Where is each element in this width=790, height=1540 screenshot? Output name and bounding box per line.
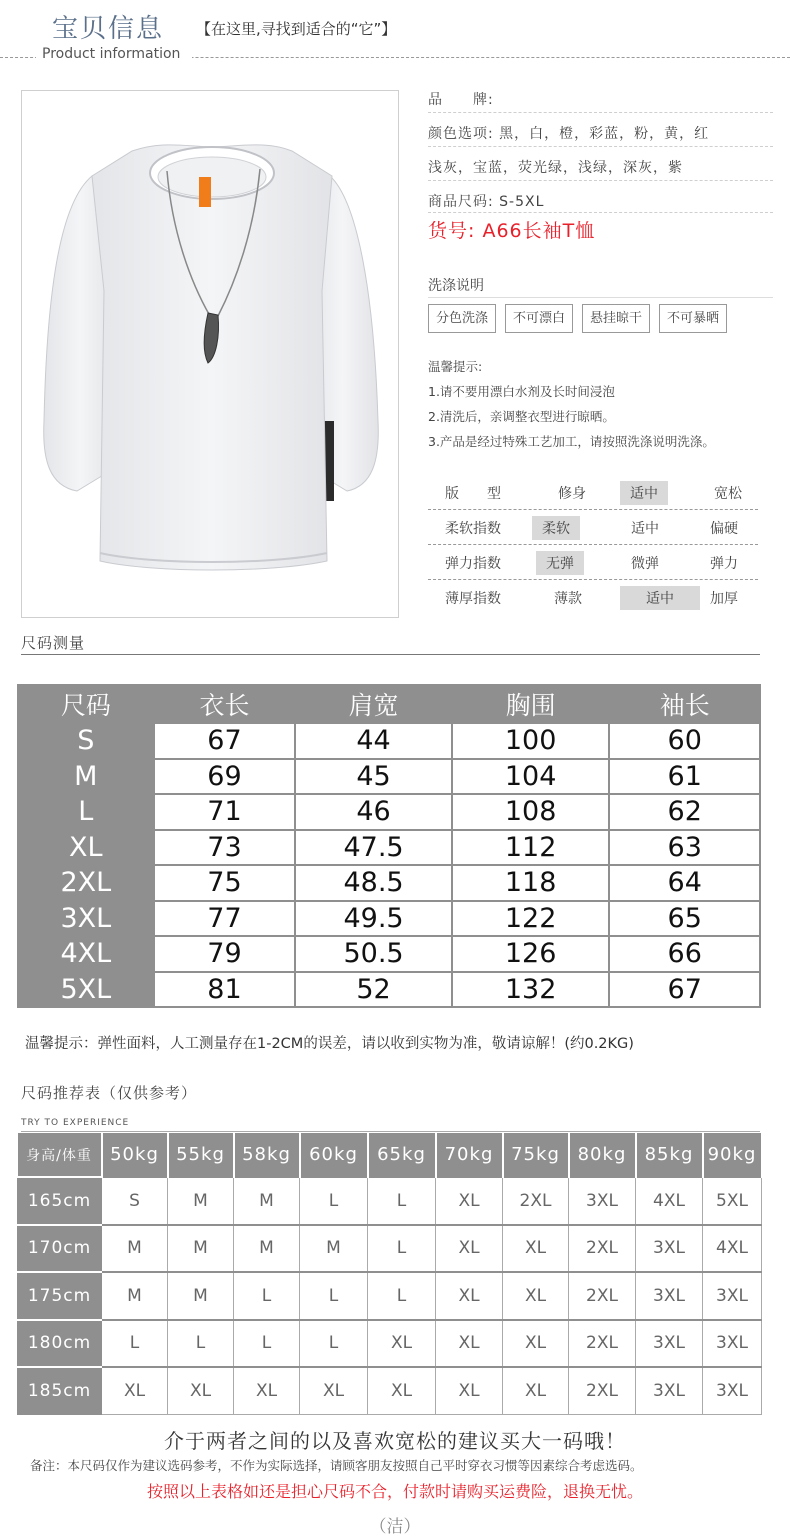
attr-label: 薄厚指数 [445, 591, 501, 607]
recommended-size-cell: L [102, 1320, 168, 1368]
recommend-table-row [18, 1225, 762, 1273]
size-table-row [18, 936, 760, 972]
size-label-cell: 2XL [18, 865, 154, 901]
recommended-size-cell: 3XL [636, 1367, 703, 1415]
recommended-size-cell: 3XL [636, 1272, 703, 1320]
weight-col-header: 55kg [168, 1133, 234, 1177]
attr-option: 偏硬 [710, 521, 738, 537]
care-tip: 3.产品是经过特殊工艺加工，请按照洗涤说明洗涤。 [428, 434, 715, 449]
size-value-cell: 64 [609, 865, 760, 901]
weight-col-header: 65kg [368, 1133, 436, 1177]
recommended-size-cell: XL [102, 1367, 168, 1415]
size-value-cell: 61 [609, 759, 760, 795]
size-value-cell: 108 [452, 794, 610, 830]
recommended-size-cell: XL [436, 1225, 503, 1273]
attr-label: 版 型 [445, 486, 501, 502]
recommended-size-cell: 4XL [636, 1177, 703, 1225]
size-table-row [18, 865, 760, 901]
attr-softness [428, 510, 758, 545]
size-value-cell: 45 [295, 759, 452, 795]
recommended-size-cell: M [102, 1272, 168, 1320]
recommended-size-cell: 3XL [636, 1320, 703, 1368]
recommended-size-cell: M [102, 1225, 168, 1273]
recommend-table-row [18, 1177, 762, 1225]
recommended-size-cell: XL [368, 1367, 436, 1415]
recommended-size-cell: XL [503, 1272, 569, 1320]
recommend-table-row [18, 1320, 762, 1368]
size-value-cell: 77 [154, 901, 296, 937]
attr-option: 微弹 [631, 556, 659, 572]
size-col-header: 肩宽 [295, 685, 452, 723]
attr-label: 柔软指数 [445, 521, 501, 537]
size-table [17, 684, 761, 1008]
recommended-size-cell: M [234, 1177, 300, 1225]
recommended-size-cell: 2XL [569, 1320, 636, 1368]
size-value-cell: 104 [452, 759, 610, 795]
height-cell: 185cm [18, 1367, 102, 1415]
size-value-cell: 50.5 [295, 936, 452, 972]
size-label-cell: L [18, 794, 154, 830]
recommend-table-row [18, 1367, 762, 1415]
recommended-size-cell: XL [368, 1320, 436, 1368]
size-value-cell: 122 [452, 901, 610, 937]
recommended-size-cell: L [300, 1272, 368, 1320]
attr-thickness [428, 580, 758, 615]
recommended-size-cell: 5XL [703, 1177, 762, 1225]
size-advice: 介于两者之间的以及喜欢宽松的建议买大一码哦！ [164, 1429, 626, 1453]
size-col-header: 袖长 [609, 685, 760, 723]
height-cell: 165cm [18, 1177, 102, 1225]
recommend-table-header [18, 1133, 762, 1177]
attr-option-selected: 适中 [620, 586, 700, 610]
attr-option: 修身 [558, 486, 586, 502]
section-title: 宝贝信息 [52, 14, 165, 44]
recommended-size-cell: 3XL [569, 1177, 636, 1225]
attr-option-selected: 适中 [620, 481, 668, 505]
measurement-note: 温馨提示：弹性面料，人工测量存在1-2CM的误差，请以收到实物为准，敬请谅解！(约0.2KG) [25, 1036, 634, 1052]
attr-option-selected: 柔软 [532, 516, 580, 540]
weight-col-header: 60kg [300, 1133, 368, 1177]
attr-option: 薄款 [554, 591, 582, 607]
size-recommend-table [17, 1133, 763, 1415]
recommended-size-cell: M [168, 1177, 234, 1225]
weight-col-header: 85kg [636, 1133, 703, 1177]
recommended-size-cell: M [300, 1225, 368, 1273]
height-cell: 180cm [18, 1320, 102, 1368]
recommended-size-cell: XL [234, 1367, 300, 1415]
size-value-cell: 63 [609, 830, 760, 866]
size-value-cell: 44 [295, 723, 452, 759]
return-warning: 按照以上表格如还是担心尺码不合，付款时请购买运费险，退换无忧。 [146, 1482, 643, 1501]
brand-line: 品 牌: [428, 92, 494, 108]
attr-option: 宽松 [714, 486, 742, 502]
weight-col-header: 90kg [703, 1133, 762, 1177]
size-value-cell: 112 [452, 830, 610, 866]
size-value-cell: 69 [154, 759, 296, 795]
size-label-cell: 3XL [18, 901, 154, 937]
size-value-cell: 48.5 [295, 865, 452, 901]
recommended-size-cell: M [168, 1225, 234, 1273]
attr-option-selected: 无弹 [536, 551, 584, 575]
size-value-cell: 79 [154, 936, 296, 972]
care-tips-title: 温馨提示: [428, 359, 483, 374]
recommend-section-title: 尺码推荐表（仅供参考） [21, 1084, 198, 1102]
recommend-table-row [18, 1272, 762, 1320]
recommended-size-cell: XL [168, 1367, 234, 1415]
recommended-size-cell: M [168, 1272, 234, 1320]
size-label-cell: 4XL [18, 936, 154, 972]
size-value-cell: 73 [154, 830, 296, 866]
size-value-cell: 118 [452, 865, 610, 901]
recommended-size-cell: XL [436, 1320, 503, 1368]
recommended-size-cell: XL [436, 1272, 503, 1320]
size-table-row [18, 759, 760, 795]
recommended-size-cell: 2XL [569, 1272, 636, 1320]
recommended-size-cell: 4XL [703, 1225, 762, 1273]
recommended-size-cell: L [300, 1320, 368, 1368]
size-value-cell: 46 [295, 794, 452, 830]
recommended-size-cell: 2XL [569, 1225, 636, 1273]
wash-tag-no-bleach: 不可漂白 [505, 304, 573, 333]
recommended-size-cell: 2XL [569, 1367, 636, 1415]
recommended-size-cell: L [168, 1320, 234, 1368]
recommended-size-cell: 2XL [503, 1177, 569, 1225]
tshirt-illustration [22, 91, 400, 619]
size-value-cell: 67 [609, 972, 760, 1008]
recommended-size-cell: XL [436, 1367, 503, 1415]
weight-col-header: 58kg [234, 1133, 300, 1177]
sku-label: 货号: A66长袖T恤 [428, 220, 596, 242]
recommended-size-cell: XL [503, 1367, 569, 1415]
weight-col-header: 70kg [436, 1133, 503, 1177]
size-remark: 备注：本尺码仅作为建议选码参考，不作为实际选择，请顾客朋友按照自己平时穿衣习惯等因素综合考虑选码。 [30, 1458, 643, 1473]
product-photo [21, 90, 399, 618]
height-cell: 175cm [18, 1272, 102, 1320]
size-col-header: 衣长 [154, 685, 296, 723]
size-label-cell: M [18, 759, 154, 795]
attr-option: 适中 [631, 521, 659, 537]
size-value-cell: 66 [609, 936, 760, 972]
attr-fit [428, 475, 758, 510]
recommended-size-cell: M [234, 1225, 300, 1273]
section-subtitle: 【在这里,寻找到适合的“它”】 [196, 20, 397, 38]
size-value-cell: 60 [609, 723, 760, 759]
size-value-cell: 62 [609, 794, 760, 830]
recommended-size-cell: XL [300, 1367, 368, 1415]
care-tips [428, 354, 715, 454]
recommended-size-cell: 3XL [703, 1367, 762, 1415]
recommended-size-cell: L [300, 1177, 368, 1225]
wash-instructions-title: 洗涤说明 [428, 278, 484, 294]
size-table-row [18, 901, 760, 937]
size-value-cell: 49.5 [295, 901, 452, 937]
attr-option: 弹力 [710, 556, 738, 572]
wash-instructions [428, 304, 727, 333]
size-range-line: 商品尺码: S-5XL [428, 194, 545, 210]
recommended-size-cell: S [102, 1177, 168, 1225]
size-col-header: 尺码 [18, 685, 154, 723]
size-table-header [18, 685, 760, 723]
recommended-size-cell: XL [503, 1320, 569, 1368]
recommended-size-cell: L [368, 1272, 436, 1320]
size-table-row [18, 972, 760, 1008]
height-weight-header: 身高/体重 [18, 1133, 102, 1177]
size-value-cell: 126 [452, 936, 610, 972]
size-value-cell: 75 [154, 865, 296, 901]
size-value-cell: 132 [452, 972, 610, 1008]
care-tip: 2.清洗后，亲调整衣型进行晾晒。 [428, 409, 615, 424]
section-header [0, 0, 790, 70]
attr-option: 加厚 [710, 591, 738, 607]
weight-col-header: 80kg [569, 1133, 636, 1177]
recommended-size-cell: XL [503, 1225, 569, 1273]
height-cell: 170cm [18, 1225, 102, 1273]
recommended-size-cell: 3XL [636, 1225, 703, 1273]
wash-tag-no-sun: 不可暴晒 [659, 304, 727, 333]
size-value-cell: 52 [295, 972, 452, 1008]
color-options-line-1: 颜色选项: 黑，白，橙，彩蓝，粉，黄，红 [428, 126, 710, 142]
size-col-header: 胸围 [452, 685, 610, 723]
weight-col-header: 50kg [102, 1133, 168, 1177]
size-value-cell: 65 [609, 901, 760, 937]
recommended-size-cell: L [234, 1320, 300, 1368]
recommended-size-cell: L [368, 1177, 436, 1225]
size-value-cell: 100 [452, 723, 610, 759]
size-section-title: 尺码测量 [21, 634, 86, 652]
recommended-size-cell: 3XL [703, 1320, 762, 1368]
size-value-cell: 81 [154, 972, 296, 1008]
wash-tag-separate: 分色洗涤 [428, 304, 496, 333]
recommended-size-cell: 3XL [703, 1272, 762, 1320]
size-value-cell: 71 [154, 794, 296, 830]
size-table-row [18, 723, 760, 759]
recommended-size-cell: L [368, 1225, 436, 1273]
attr-elasticity [428, 545, 758, 580]
size-value-cell: 47.5 [295, 830, 452, 866]
section-english-title: Product information [42, 46, 181, 62]
size-value-cell: 67 [154, 723, 296, 759]
color-options-line-2: 浅灰，宝蓝，荧光绿，浅绿，深灰，紫 [428, 160, 683, 176]
size-label-cell: 5XL [18, 972, 154, 1008]
size-label-cell: XL [18, 830, 154, 866]
care-tip: 1.请不要用漂白水剂及长时间浸泡 [428, 384, 615, 399]
recommended-size-cell: L [234, 1272, 300, 1320]
recommend-english-title: TRY TO EXPERIENCE [21, 1118, 130, 1128]
recommended-size-cell: XL [436, 1177, 503, 1225]
size-label-cell: S [18, 723, 154, 759]
size-section-rule [21, 654, 760, 655]
weight-col-header: 75kg [503, 1133, 569, 1177]
attr-label: 弹力指数 [445, 556, 501, 572]
footer-mark: （洁） [369, 1517, 421, 1537]
wash-tag-hang-dry: 悬挂晾干 [582, 304, 650, 333]
size-table-row [18, 794, 760, 830]
size-table-row [18, 830, 760, 866]
